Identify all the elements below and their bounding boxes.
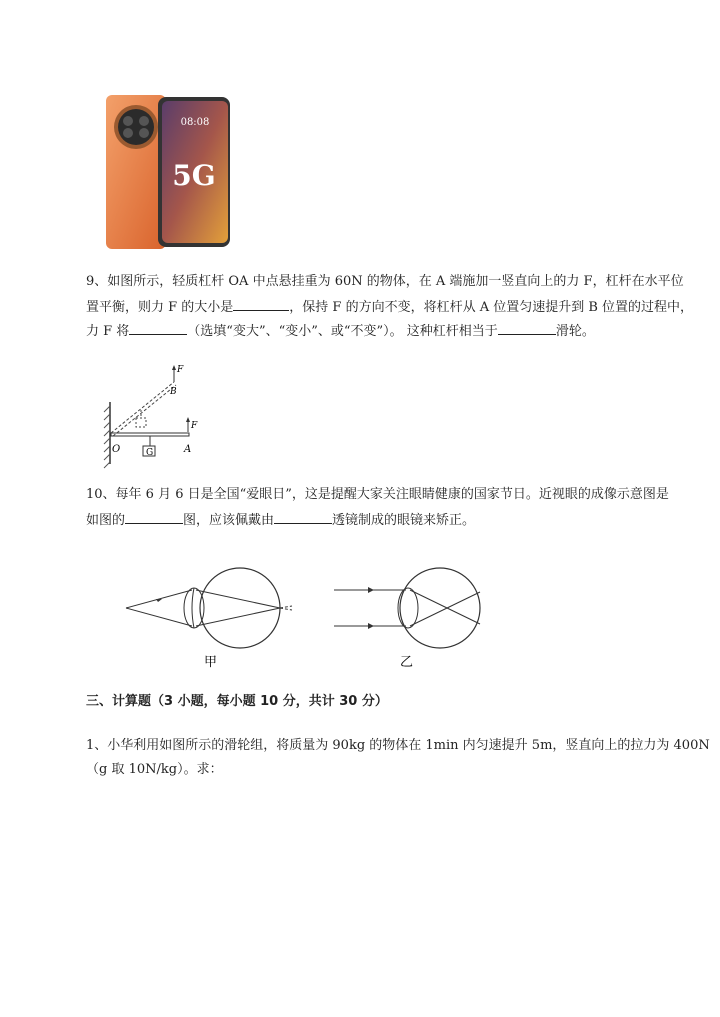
point-label-b: B: [170, 387, 177, 397]
q10-line-1: 10、每年 6 月 6 日是全国“爱眼日”，这是提醒大家关注眼睛健康的国家节日。近视眼的成像示意图是: [86, 487, 669, 502]
phone-5g-badge: 5G: [172, 159, 216, 192]
answer-blank-4[interactable]: [125, 511, 183, 524]
force-label-f-right: F: [191, 421, 198, 431]
q10-line-2-text-c: 透镜制成的眼镜来矫正。: [332, 513, 476, 528]
q9-line-1: 9、如图所示，轻质杠杆 OA 中点悬挂重为 60N 的物体，在 A 端施加一竖直向上的力 F，杠杆在水平位: [86, 274, 684, 289]
q9-line-2-text-b: ，保持 F 的方向不变，将杠杆从 A 位置匀速提升到 B 位置的过程中，: [289, 300, 694, 315]
eye-diagram-yi: [330, 566, 490, 670]
lever-figure: [96, 360, 206, 470]
answer-blank-5[interactable]: [274, 511, 332, 524]
section-heading: 三、计算题（3 小题，每小题 10 分，共计 30 分）: [86, 694, 388, 709]
q10-line-2-text-a: 如图的: [86, 513, 126, 528]
q9-line-2-text-a: 置平衡，则力 F 的大小是: [86, 300, 234, 315]
q9-line-3-text-b: （选填“变大”、“变小”、或“不变”）。 这种杠杆相当于: [187, 324, 498, 339]
q9-line-3: [86, 322, 595, 341]
c1-line-2: （g 取 10N/kg）。求：: [86, 762, 223, 777]
c1-line-1: 1、小华利用如图所示的滑轮组，将质量为 90kg 的物体在 1min 内匀速提升 5m，竖直向上的拉力为 400N: [86, 738, 710, 753]
q9-line-3-text-a: 力 F 将: [86, 324, 130, 339]
point-label-o: O: [112, 444, 121, 455]
q9-line-3-text-c: 滑轮。: [555, 324, 595, 339]
point-label-a: A: [184, 444, 192, 455]
eye-diagram-jia: [122, 566, 302, 670]
eye-diagram-label-jia: 甲: [204, 655, 218, 670]
q10-line-2-text-b: 图，应该佩戴由: [183, 513, 275, 528]
weight-label-g: G: [146, 448, 154, 458]
q10-line-2: [86, 511, 475, 530]
phone-clock: 08:08: [180, 117, 210, 128]
q9-line-2: [86, 298, 693, 317]
eye-diagram-label-yi: 乙: [400, 655, 414, 670]
answer-blank-1[interactable]: [233, 298, 289, 311]
answer-blank-3[interactable]: [498, 322, 556, 335]
answer-blank-2[interactable]: [129, 322, 187, 335]
force-label-f-top: F: [177, 365, 184, 375]
phone-image: [104, 93, 232, 251]
